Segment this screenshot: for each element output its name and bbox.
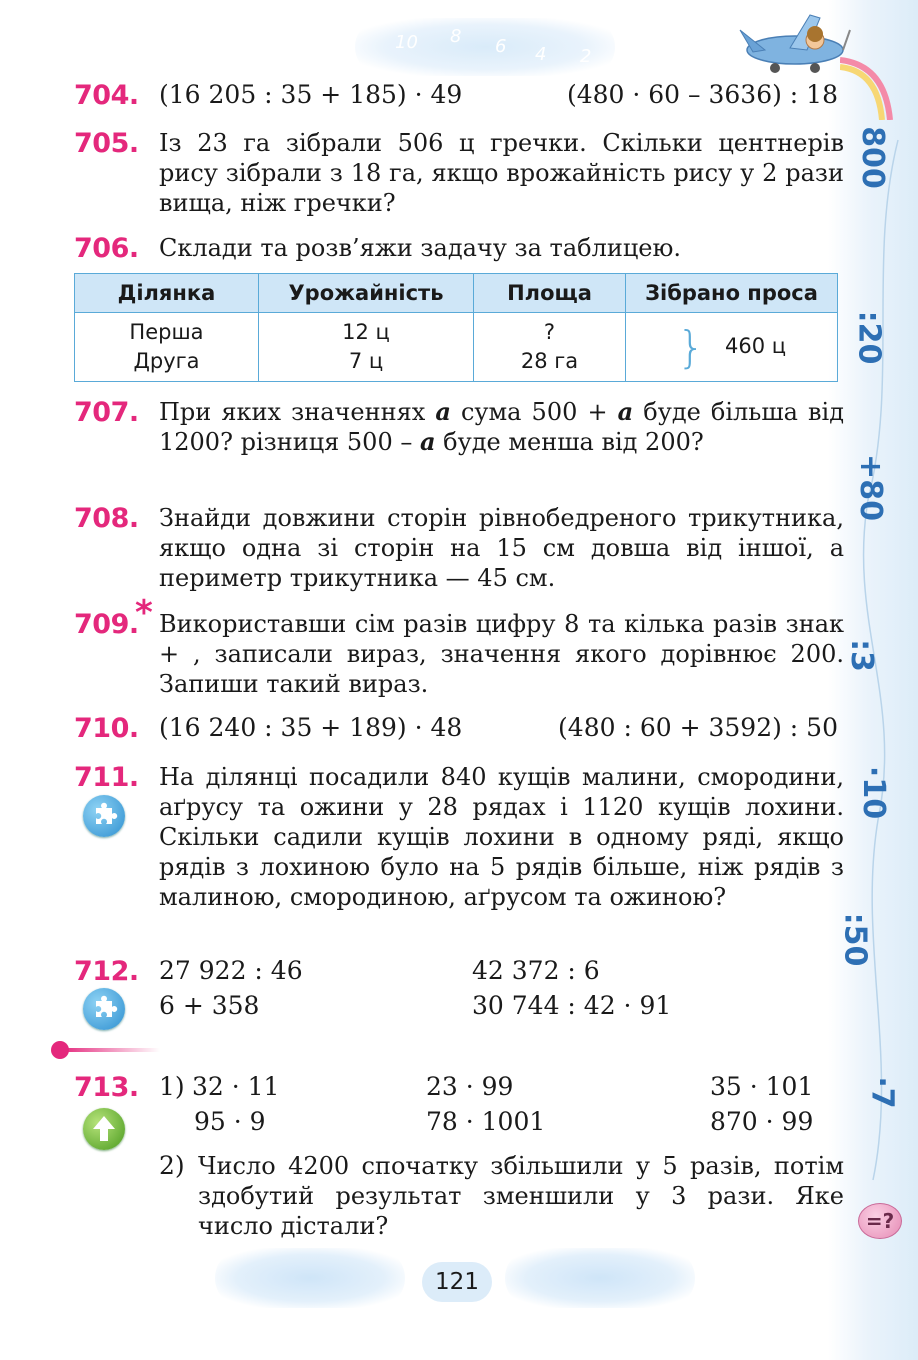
star-mark: * — [135, 593, 153, 633]
problem-705 — [74, 128, 844, 220]
problem-713 — [74, 1072, 844, 1242]
problem-712 — [74, 956, 844, 1026]
table-header-row — [75, 274, 838, 313]
problem-711 — [74, 762, 844, 942]
problem-709 — [74, 593, 844, 701]
problem-text: Знайди довжини сторін рівнобедреного трикутника, якщо одна зі сторін на 15 см довша від іншої, а периметр трикутника — 45 см. — [159, 504, 844, 592]
expression: 30 744 : 42 · 91 — [472, 991, 672, 1020]
cloud-number: 6 — [495, 36, 507, 57]
table-header: Урожайність — [259, 274, 474, 313]
page-number: 121 — [422, 1262, 492, 1302]
cloud-number: 4 — [535, 44, 547, 65]
expression: (16 205 : 35 + 185) · 49 — [159, 80, 463, 109]
expression: 42 372 : 6 — [472, 956, 600, 985]
puzzle-icon — [83, 988, 125, 1030]
margin-number: +80 — [853, 454, 889, 521]
airplane-illustration — [735, 10, 855, 80]
expression: (16 240 : 35 + 189) · 48 — [159, 713, 463, 742]
table-header: Зібрано проса — [626, 274, 838, 313]
section-divider — [50, 1040, 160, 1060]
problem-text: Склади та розв’яжи задачу за таблицею. — [159, 234, 681, 262]
expression: 32 · 11 — [192, 1072, 280, 1101]
equals-question-icon: =? — [858, 1203, 902, 1239]
variable: a — [419, 427, 436, 456]
problem-710 — [74, 713, 844, 747]
expression: 27 922 : 46 — [159, 956, 303, 985]
part-label: 2) — [159, 1151, 185, 1180]
problem-704 — [74, 80, 844, 114]
problem-number: 713. — [74, 1072, 139, 1103]
plot-name: Друга — [133, 349, 200, 373]
variable: a — [435, 397, 451, 426]
area-value: 28 га — [520, 349, 579, 373]
problem-number: 709. — [74, 609, 139, 640]
yield-value: 7 ц — [348, 349, 384, 373]
text-part: буде менша від 200? — [435, 428, 704, 456]
plot-name: Перша — [129, 320, 204, 344]
expression: 23 · 99 — [426, 1072, 514, 1101]
expression: 870 · 99 — [710, 1107, 814, 1136]
problem-number: 712. — [74, 956, 139, 987]
expression: 35 · 101 — [710, 1072, 814, 1101]
cloud-number: 8 — [450, 26, 462, 47]
puzzle-icon — [83, 795, 125, 837]
margin-number: 800 — [855, 126, 891, 189]
expression: (480 · 60 – 3636) : 18 — [566, 80, 838, 109]
table-cell — [259, 313, 474, 382]
expression: 95 · 9 — [194, 1107, 266, 1136]
cloud-number: 10 — [395, 32, 418, 53]
problem-text: Число 4200 спочатку збільшили у 5 разів, потім здобутий результат зменшили у 3 рази. Яке число дістали? — [198, 1152, 844, 1240]
problem-708 — [74, 503, 844, 595]
problem-706 — [74, 233, 844, 267]
total-value: 460 ц — [724, 334, 787, 359]
yield-value: 12 ц — [342, 320, 390, 344]
bottom-cloud — [215, 1248, 405, 1308]
table-cell — [626, 313, 838, 382]
problem-number: 707. — [74, 397, 139, 428]
problem-number: 704. — [74, 80, 139, 111]
problem-number: 711. — [74, 762, 139, 793]
problem-text: Із 23 га зібрали 506 ц гречки. Скільки центнерів рису зібрали з 18 га, якщо врожайність рису у 2 рази вища, ніж гречки? — [159, 129, 844, 217]
bottom-cloud — [505, 1248, 695, 1308]
table-row — [75, 313, 838, 382]
harvest-table — [74, 273, 838, 382]
problem-text: Використавши сім разів цифру 8 та кілька разів знак + , записали вираз, значення якого дорівнює 200. Запиши такий вираз. — [159, 610, 844, 698]
cloud-number: 2 — [580, 46, 592, 67]
arrow-up-icon — [83, 1108, 125, 1150]
part-label: 1) — [159, 1072, 185, 1101]
problem-707 — [74, 397, 844, 489]
table-cell — [75, 313, 259, 382]
variable: a — [617, 397, 634, 426]
rainbow-decoration — [840, 55, 895, 120]
text-part: сума 500 + — [450, 398, 618, 426]
problem-number: 710. — [74, 713, 139, 744]
margin-number: :20 — [851, 310, 887, 365]
problem-text: На ділянці посадили 840 кущів малини, смородини, аґрусу та ожини у 28 рядах і 1120 кущів лохини. Скільки садили кущів лохини в одному ряді, якщо рядів з лохиною було на 5 рядів більше, ніж рядів з малиною, смородиною, аґрусом та ожиною? — [159, 763, 844, 911]
problem-text — [159, 397, 844, 457]
problem-number: 708. — [74, 503, 139, 534]
text-part: буде більша від 1200? різниця 500 – — [159, 398, 844, 456]
margin-number: ·10 — [855, 765, 891, 820]
table-header: Площа — [474, 274, 626, 313]
expression: (480 : 60 + 3592) : 50 — [558, 713, 838, 742]
table-cell — [474, 313, 626, 382]
table-header: Ділянка — [75, 274, 259, 313]
area-value: ? — [543, 320, 556, 344]
expression: 6 + 358 — [159, 991, 260, 1020]
curly-brace: } — [676, 321, 705, 373]
margin-number: :3 — [844, 639, 880, 672]
problem-number: 706. — [74, 233, 139, 264]
text-part: При яких значеннях — [159, 398, 436, 426]
margin-number: :50 — [837, 912, 873, 967]
expression: 78 · 1001 — [426, 1107, 546, 1136]
margin-number: ·7 — [864, 1076, 900, 1109]
top-cloud — [355, 18, 615, 76]
problem-number: 705. — [74, 128, 139, 159]
